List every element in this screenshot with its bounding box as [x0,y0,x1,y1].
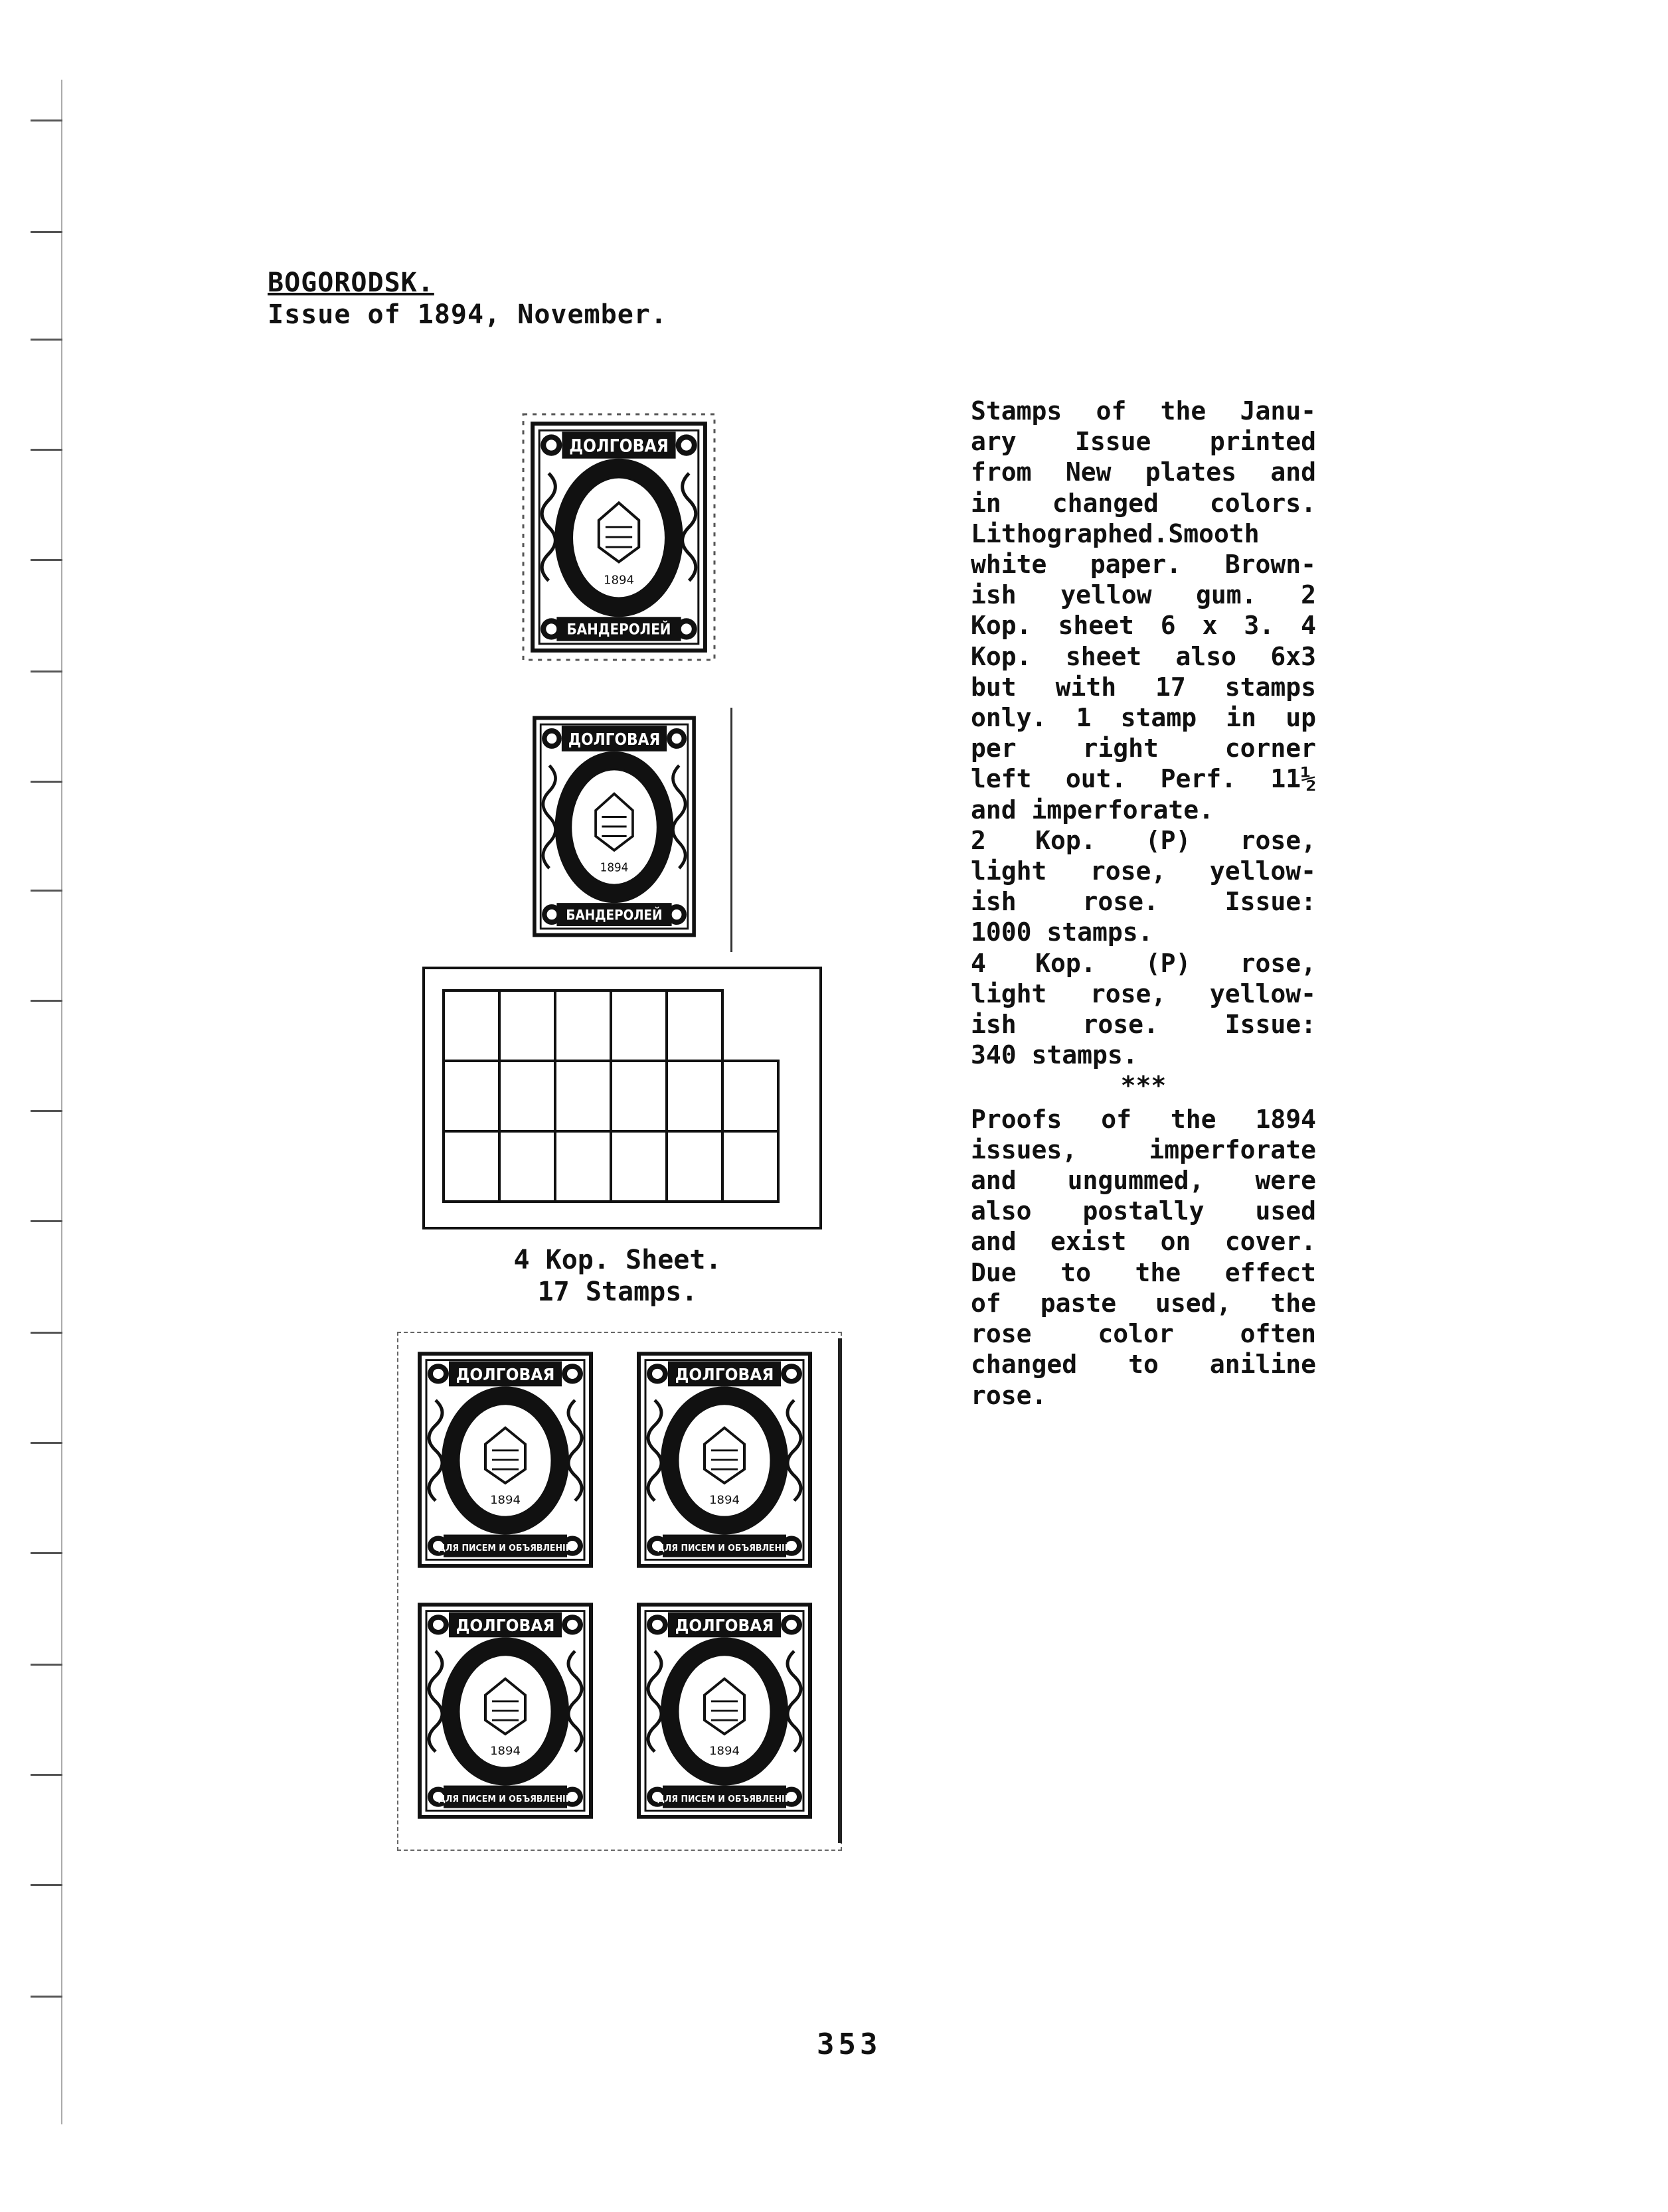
description-line: and exist on cover. [971,1227,1316,1257]
stamp-4kop-top-left [409,1344,602,1576]
description-line: in changed colors. [971,488,1316,518]
sheet-cell [667,1131,722,1202]
stamp-4kop-bottom-left [409,1595,602,1827]
stamp-2kop-imperforate-image [525,708,704,945]
binder-mark [31,1442,62,1444]
stamp-2kop-perforated-image [522,413,716,661]
page-number: 353 [817,2027,882,2061]
issue-subtitle: Issue of 1894, November. [268,299,667,330]
binder-mark [31,559,62,561]
binder-mark [31,449,62,451]
sheet-caption-line1: 4 Kop. Sheet. [513,1245,722,1275]
sheet-diagram-frame [422,967,822,1229]
description-line: Stamps of the Janu- [971,396,1316,426]
description-line: ary Issue printed [971,427,1316,457]
svg-text:1894: 1894 [600,861,629,875]
description-line: Kop. sheet also 6x3 [971,641,1316,671]
binder-mark [31,231,62,233]
description-line: Due to the effect [971,1257,1316,1287]
binder-mark [31,119,62,121]
svg-text:ДЛЯ ПИСЕМ И ОБЪЯВЛЕНІЙ: ДЛЯ ПИСЕМ И ОБЪЯВЛЕНІЙ [657,1543,792,1554]
svg-text:ДОЛГОВАЯ: ДОЛГОВАЯ [456,1365,555,1384]
description-line: 1000 stamps. [971,917,1153,947]
binder-mark [31,890,62,892]
binder-mark [31,1110,62,1112]
description-line: but with 17 stamps [971,672,1316,702]
section-heading [268,267,667,331]
binder-mark [31,671,62,672]
description-line: also postally used [971,1196,1316,1226]
sheet-cell [499,990,555,1061]
binder-mark [31,1552,62,1554]
svg-text:БАНДЕРОЛЕЙ: БАНДЕРОЛЕЙ [566,621,671,639]
description-line: ish rose. Issue: [971,1010,1316,1040]
description-line: 340 stamps. [971,1040,1138,1070]
description-line: ish rose. Issue: [971,887,1316,917]
svg-text:1894: 1894 [709,1745,740,1759]
issue-description [971,396,1316,1411]
svg-text:1894: 1894 [490,1745,521,1759]
description-line: rose color often [971,1319,1316,1349]
svg-text:БАНДЕРОЛЕЙ: БАНДЕРОЛЕЙ [566,906,663,923]
description-line: per right corner [971,734,1316,763]
svg-text:ДЛЯ ПИСЕМ И ОБЪЯВЛЕНІЙ: ДЛЯ ПИСЕМ И ОБЪЯВЛЕНІЙ [438,1543,573,1554]
description-line: issues, imperforate [971,1135,1316,1164]
description-line: and ungummed, were [971,1166,1316,1196]
sheet-cell [722,1131,778,1202]
description-line: Proofs of the 1894 [971,1104,1316,1134]
stamp-4kop-bottom-right [628,1595,821,1827]
sheet-cell [667,990,722,1061]
svg-text:1894: 1894 [603,573,635,588]
description-line: 2 Kop. (P) rose, [971,825,1316,855]
sheet-cell [611,990,667,1061]
description-line: from New plates and [971,457,1316,487]
sheet-cell [444,1131,499,1202]
svg-text:ДОЛГОВАЯ: ДОЛГОВАЯ [456,1616,555,1635]
svg-text:ДОЛГОВАЯ: ДОЛГОВАЯ [675,1365,774,1384]
sheet-cell [667,1061,722,1131]
sheet-cell [444,990,499,1061]
binder-edge [61,80,62,2124]
description-line: light rose, yellow- [971,856,1316,886]
sheet-cell [499,1061,555,1131]
description-line: only. 1 stamp in up [971,703,1316,733]
binder-mark [31,1774,62,1776]
description-line: Kop. sheet 6 x 3. 4 [971,611,1316,641]
description-line: changed to aniline [971,1350,1316,1380]
description-line: of paste used, the [971,1288,1316,1318]
svg-text:ДОЛГОВАЯ: ДОЛГОВАЯ [569,436,669,457]
svg-text:1894: 1894 [709,1494,740,1508]
binder-mark [31,1664,62,1666]
description-line: light rose, yellow- [971,979,1316,1008]
sheet-cell [555,990,611,1061]
description-line: rose. [971,1380,1047,1410]
binder-mark [31,1000,62,1002]
svg-text:ДОЛГОВАЯ: ДОЛГОВАЯ [568,729,661,750]
sheet-cell [555,1131,611,1202]
section-separator: *** [1120,1071,1167,1101]
svg-text:ДОЛГОВАЯ: ДОЛГОВАЯ [675,1616,774,1635]
description-line: and imperforate. [971,795,1214,825]
sheet-cell [722,1061,778,1131]
description-line: Lithographed.Smooth [971,518,1260,548]
stamp-4kop-top-right [628,1344,821,1576]
sheet-cell [611,1061,667,1131]
stamp-2kop-side-line [730,708,732,952]
sheet-cell [555,1061,611,1131]
binder-mark [31,1220,62,1222]
block-right-edge [838,1338,842,1843]
description-line: white paper. Brown- [971,550,1316,580]
sheet-cell [499,1131,555,1202]
binder-mark [31,339,62,341]
description-line: left out. Perf. 11½ [971,764,1316,794]
binder-mark [31,1332,62,1334]
binder-mark [31,1884,62,1886]
sheet-cell [444,1061,499,1131]
stamp-block-of-four [397,1332,842,1851]
svg-text:1894: 1894 [490,1494,521,1508]
svg-text:ДЛЯ ПИСЕМ И ОБЪЯВЛЕНІЙ: ДЛЯ ПИСЕМ И ОБЪЯВЛЕНІЙ [438,1794,573,1805]
svg-text:ДЛЯ ПИСЕМ И ОБЪЯВЛЕНІЙ: ДЛЯ ПИСЕМ И ОБЪЯВЛЕНІЙ [657,1794,792,1805]
page-title: BOGORODSK. [268,268,434,298]
sheet-cell [611,1131,667,1202]
description-line: ish yellow gum. 2 [971,580,1316,610]
binder-mark [31,1996,62,1998]
sheet-diagram [425,969,819,1227]
description-line: 4 Kop. (P) rose, [971,948,1316,978]
sheet-caption-line2: 17 Stamps. [537,1277,698,1307]
binder-mark [31,781,62,783]
sheet-caption [425,1244,810,1308]
binder-marks [19,0,58,2212]
